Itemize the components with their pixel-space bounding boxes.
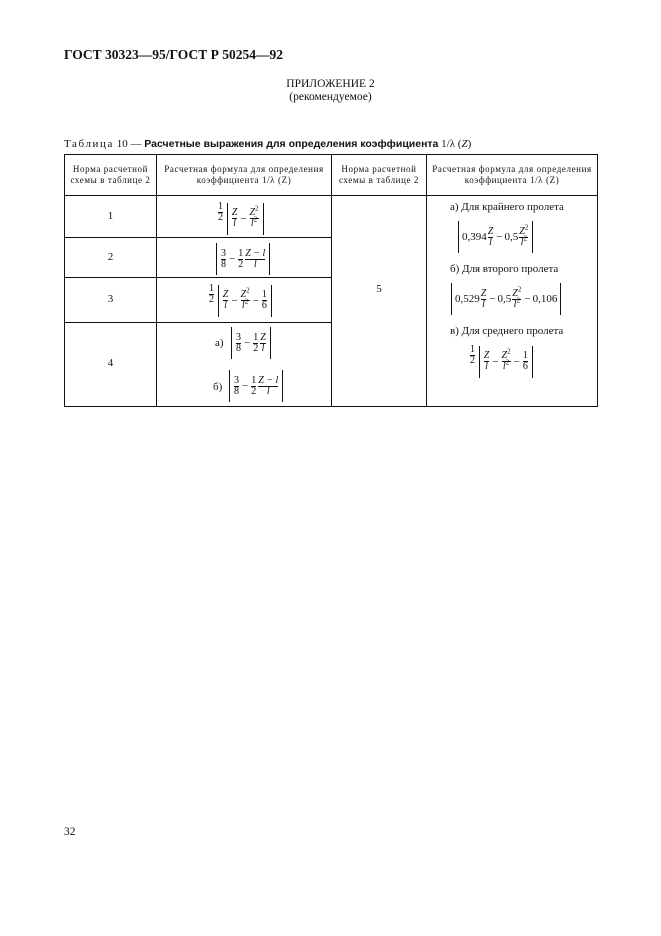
formula-4-label-b: б): [213, 381, 223, 393]
coef-a1: 0,394: [462, 231, 487, 243]
coef-b3: 0,106: [532, 293, 558, 305]
span-label-b: б) Для второго пролета: [450, 263, 559, 275]
formula-4-label-a: а): [215, 337, 224, 349]
caption-expr: 1/λ (: [441, 138, 462, 150]
appendix-subtitle: (рекомендуемое): [289, 91, 372, 103]
formula-5c: $\frac{1}{2}$ $\frac{Z}{l}$ − $\frac{Z^2}{l^2}$ − $\frac{1}{6}$: [469, 345, 533, 378]
formula-4a: $\frac{3}{8}$ − $\frac{1}{2}$ $\frac{Z}{l}$: [231, 327, 271, 359]
page-number: 32: [64, 826, 76, 838]
span-label-c: в) Для среднего пролета: [450, 325, 564, 337]
row-number-5: 5: [376, 283, 382, 295]
formula-3: $\frac{1}{2}$ $\frac{Z}{l}$ − $\frac{Z^2}{l^2}$ − $\frac{1}{6}$: [208, 284, 272, 317]
row-number-2: 2: [107, 251, 114, 263]
coef-a2: 0,5: [504, 231, 519, 243]
coef-b2: 0,5: [497, 293, 512, 305]
table-caption: [64, 138, 471, 150]
row-number-1: 1: [107, 210, 114, 222]
formula-5b: 0,529 $\frac{Z}{l}$ − 0,5 $\frac{Z^2}{l^2}$ − 0,106: [451, 283, 561, 315]
caption-number: 10 —: [116, 138, 142, 150]
row-number-3: 3: [107, 293, 114, 305]
caption-prefix: Таблица: [64, 138, 114, 150]
formula-1: $\frac{1}{2}$ $\frac{Z}{l}$ − $\frac{Z^2}{l^2}$: [217, 202, 264, 235]
formula-2: $\frac{3}{8}$ − $\frac{1}{2}$ $\frac{Z - l}{l}$: [216, 243, 270, 275]
caption-title: Расчетные выражения для определения коэффициента: [144, 138, 439, 150]
appendix-title: ПРИЛОЖЕНИЕ 2: [286, 78, 375, 90]
caption-close: ): [467, 138, 472, 150]
caption-var: Z: [461, 138, 468, 150]
coef-b1: 0,529: [455, 293, 480, 305]
header-norm-right: Норма расчетной схемы в таблице 2: [338, 164, 420, 185]
header-norm-left: Норма расчетной схемы в таблице 2: [70, 164, 151, 185]
row-number-4: 4: [107, 357, 114, 369]
appendix-heading: [0, 78, 661, 104]
header-formula-right: Расчетная формула для определения коэффициента 1/λ (Z): [432, 164, 592, 185]
formula-5a: 0,394 $\frac{Z}{l}$ − 0,5 $\frac{Z^2}{l^2}$: [458, 221, 533, 253]
formula-4b: $\frac{3}{8}$ − $\frac{1}{2}$ $\frac{Z - l}{l}$: [229, 370, 283, 402]
document-header: ГОСТ 30323—95/ГОСТ Р 50254—92: [64, 47, 283, 62]
span-label-a: а) Для крайнего пролета: [450, 201, 564, 213]
header-formula-left: Расчетная формула для определения коэффициента 1/λ (Z): [164, 164, 324, 185]
formula-table: [64, 154, 598, 407]
